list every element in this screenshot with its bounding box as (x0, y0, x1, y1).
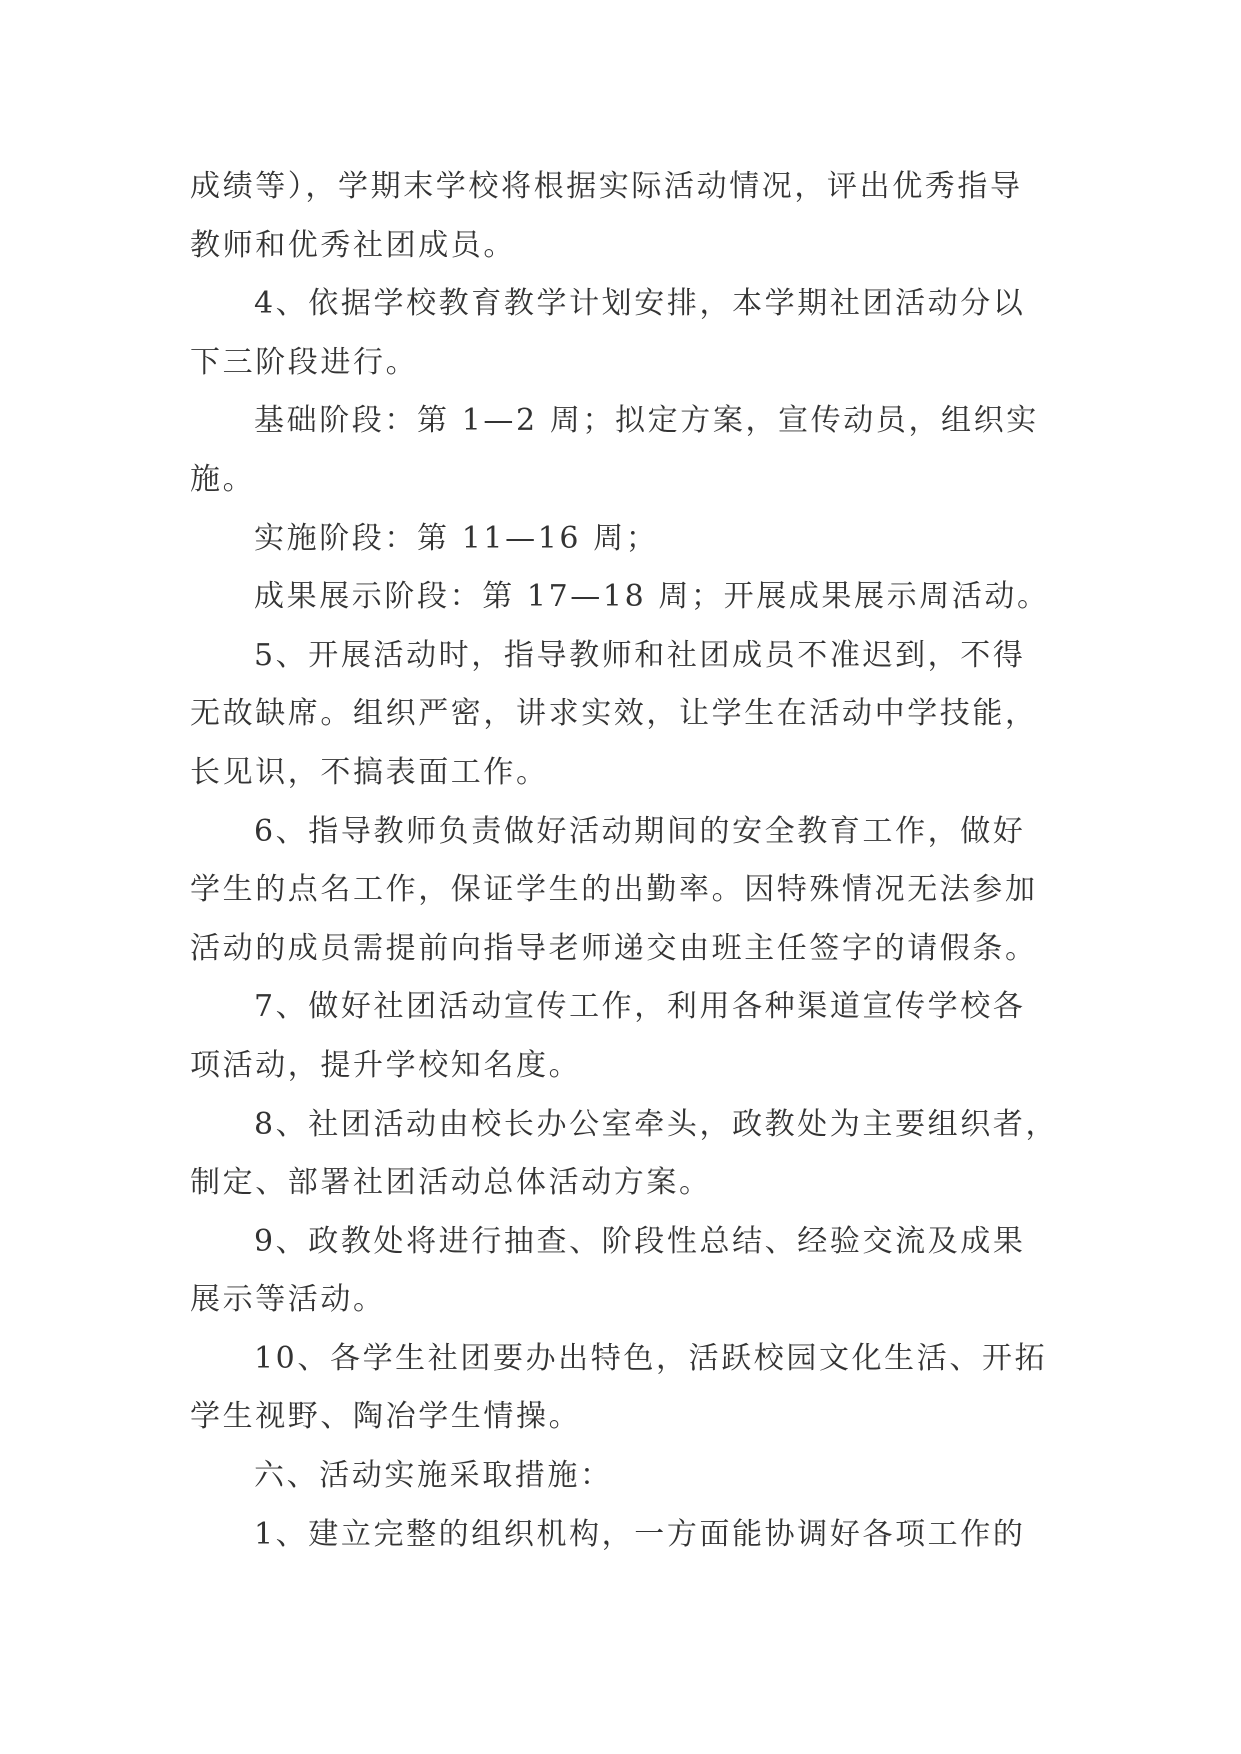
text-line: 活动的成员需提前向指导老师递交由班主任签字的请假条。 (190, 930, 1038, 966)
text-line: 学生视野、陶冶学生情操。 (190, 1399, 582, 1435)
text-line: 无故缺席。组织严密，讲求实效，让学生在活动中学技能， (190, 696, 1038, 732)
text-line: 5、开展活动时，指导教师和社团成员不准迟到，不得 (254, 637, 1026, 673)
text-line: 1、建立完整的组织机构，一方面能协调好各项工作的 (254, 1516, 1026, 1552)
text-line: 六、活动实施采取措施： (254, 1458, 613, 1494)
text-line: 6、指导教师负责做好活动期间的安全教育工作，做好 (254, 813, 1026, 849)
text-line: 展示等活动。 (190, 1282, 386, 1318)
text-line: 实施阶段：第 11—16 周； (254, 520, 659, 556)
text-line: 成绩等），学期末学校将根据实际活动情况，评出优秀指导 (190, 169, 1023, 204)
text-line: 基础阶段：第 1—2 周；拟定方案，宣传动员，组织实 (254, 403, 1039, 439)
text-line: 施。 (190, 461, 256, 497)
text-line: 4、依据学校教育教学计划安排，本学期社团活动分以 (254, 286, 1026, 322)
text-line: 7、做好社团活动宣传工作，利用各种渠道宣传学校各 (254, 989, 1026, 1025)
text-line: 下三阶段进行。 (190, 344, 419, 380)
text-line: 教师和优秀社团成员。 (190, 227, 516, 263)
text-line: 学生的点名工作，保证学生的出勤率。因特殊情况无法参加 (190, 872, 1038, 908)
text-line: 制定、部署社团活动总体活动方案。 (190, 1165, 712, 1201)
text-line: 成果展示阶段：第 17—18 周；开展成果展示周活动。 (254, 579, 1050, 615)
document-body (190, 158, 1060, 1564)
text-line: 9、政教处将进行抽查、阶段性总结、经验交流及成果 (254, 1223, 1026, 1259)
text-line: 项活动，提升学校知名度。 (190, 1047, 582, 1083)
text-line: 8、社团活动由校长办公室牵头，政教处为主要组织者， (254, 1106, 1059, 1142)
text-line: 长见识，不搞表面工作。 (190, 754, 549, 790)
text-line: 10、各学生社团要办出特色，活跃校园文化生活、开拓 (254, 1340, 1048, 1376)
